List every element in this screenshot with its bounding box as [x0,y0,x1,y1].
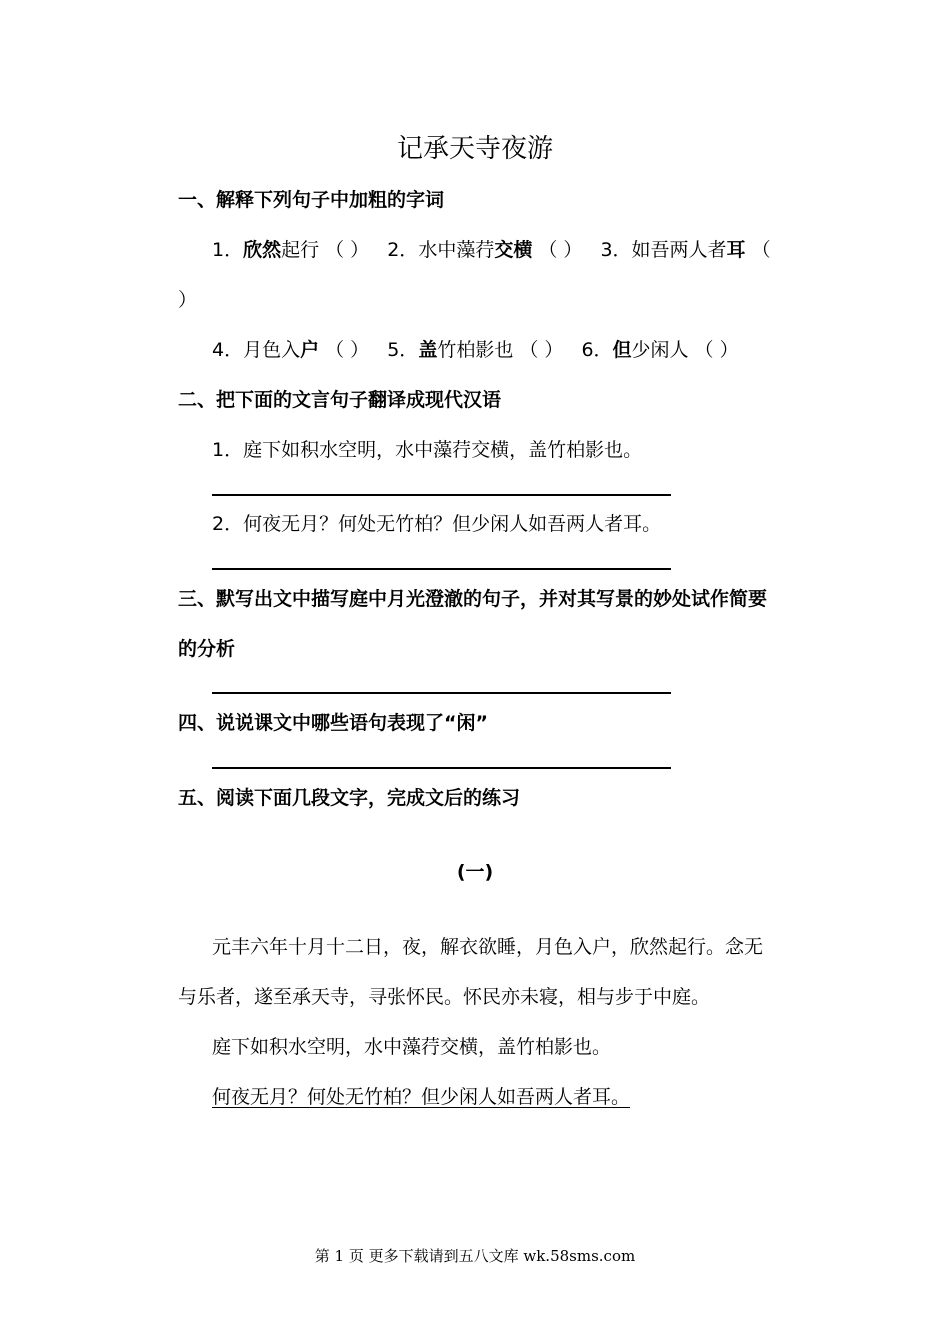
answer-line [212,692,671,694]
section-3-heading-line-1: 三、默写出文中描写庭中月光澄澈的句子，并对其写景的妙处试作简要 [178,588,768,610]
section-2-question-2: 2．何夜无月？何处无竹柏？但少闲人如吾两人者耳。 [212,513,662,535]
passage-paragraph-1-line-2: 与乐者，遂至承天寺，寻张怀民。怀民亦未寝，相与步于中庭。 [178,986,711,1008]
passage-paragraph-3-underlined: 何夜无月？何处无竹柏？但少闲人如吾两人者耳。 [212,1086,631,1108]
answer-line [212,767,671,769]
item-5: 5．盖竹柏影也 （ ） [387,339,564,361]
answer-line [212,568,671,570]
item-6: 6．但少闲人 （ ） [581,339,739,361]
section-1-row-2 [212,336,745,364]
passage-paragraph-1-line-1: 元丰六年十月十二日，夜，解衣欲睡，月色入户，欣然起行。念无 [212,936,764,958]
item-3: 3．如吾两人者耳 （ [600,239,771,261]
item-2: 2．水中藻荇交横 （ ） [387,239,583,261]
section-2-question-1: 1．庭下如积水空明，水中藻荇交横，盖竹柏影也。 [212,439,643,461]
section-1-heading: 一、解释下列句子中加粗的字词 [178,189,445,211]
document-title: 记承天寺夜游 [396,134,553,164]
passage-subheading: (一) [456,861,494,883]
section-2-heading: 二、把下面的文言句子翻译成现代汉语 [178,389,502,411]
section-4-heading: 四、说说课文中哪些语句表现了“闲” [178,712,488,734]
item-4: 4．月色入户 （ ） [212,339,370,361]
item-1: 1．欣然起行 （ ） [212,239,370,261]
answer-line [212,494,671,496]
section-3-heading-line-2: 的分析 [178,638,236,660]
passage-paragraph-2: 庭下如积水空明，水中藻荇交横，盖竹柏影也。 [212,1036,612,1058]
page-footer: 第 1 页 更多下载请到五八文库 wk.58sms.com [314,1247,636,1265]
section-1-row-1 [212,236,771,264]
section-5-heading: 五、阅读下面几段文字，完成文后的练习 [178,787,521,809]
item-3-paren-close: ） [178,289,198,311]
